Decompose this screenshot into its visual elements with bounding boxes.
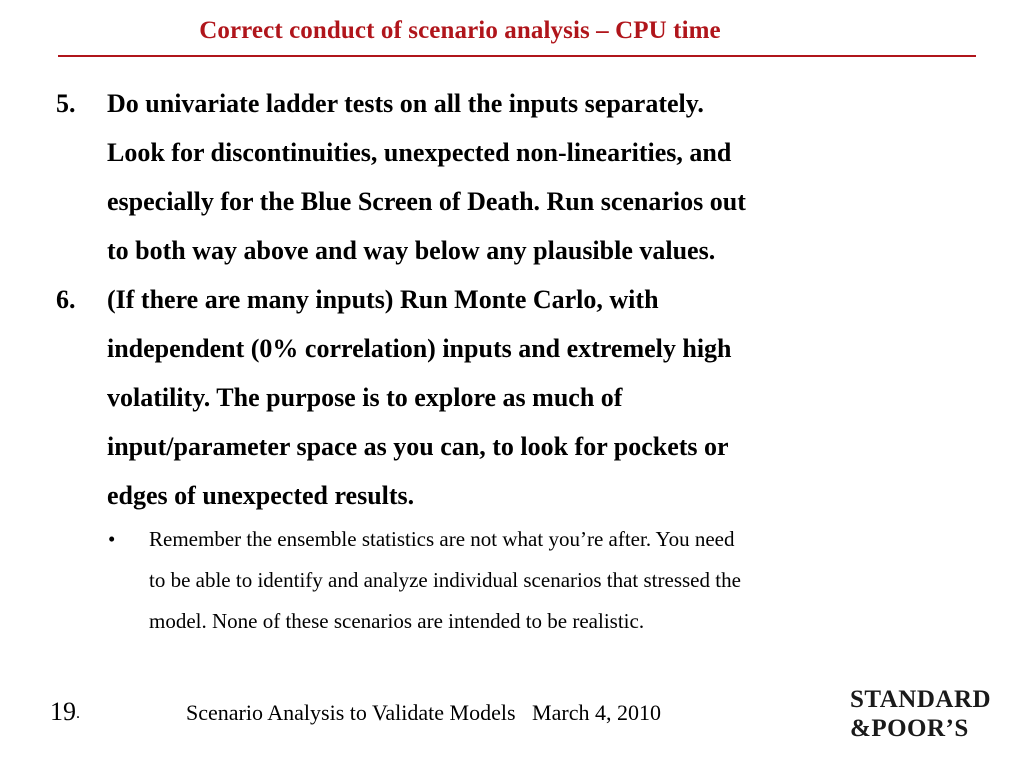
text-line: edges of unexpected results. xyxy=(107,481,415,510)
text-line: Do univariate ladder tests on all the inputs separately. xyxy=(107,89,704,118)
logo-line-1: STANDARD xyxy=(850,686,992,713)
text-line: model. None of these scenarios are intended to be realistic. xyxy=(149,609,645,633)
text-line: Look for discontinuities, unexpected non-linearities, and xyxy=(107,138,732,167)
text-line: Remember the ensemble statistics are not what you’re after. You need xyxy=(149,527,735,551)
slide-number-dot: . xyxy=(76,705,80,722)
slide-title: Correct conduct of scenario analysis – CPU time xyxy=(199,17,721,44)
bullet-icon: • xyxy=(108,527,116,551)
title-divider xyxy=(58,55,976,57)
list-item-text xyxy=(107,275,957,520)
text-line: especially for the Blue Screen of Death. Run scenarios out xyxy=(107,187,746,216)
list-item-text xyxy=(107,79,957,275)
slide-number: 19 xyxy=(50,697,76,726)
sub-bullet-text xyxy=(149,519,939,642)
text-line: independent (0% correlation) inputs and extremely high xyxy=(107,334,732,363)
list-item-number: 6. xyxy=(56,285,76,314)
standard-and-poors-logo xyxy=(850,686,991,744)
text-line: (If there are many inputs) Run Monte Carlo, with xyxy=(107,285,659,314)
text-line: input/parameter space as you can, to look for pockets or xyxy=(107,432,729,461)
list-item-number: 5. xyxy=(56,89,76,118)
text-line: volatility. The purpose is to explore as much of xyxy=(107,383,623,412)
footer-text: Scenario Analysis to Validate Models March 4, 2010 xyxy=(186,700,661,725)
logo-line-2: &POOR’S xyxy=(850,715,969,742)
text-line: to be able to identify and analyze individual scenarios that stressed the xyxy=(149,568,741,592)
text-line: to both way above and way below any plausible values. xyxy=(107,236,716,265)
